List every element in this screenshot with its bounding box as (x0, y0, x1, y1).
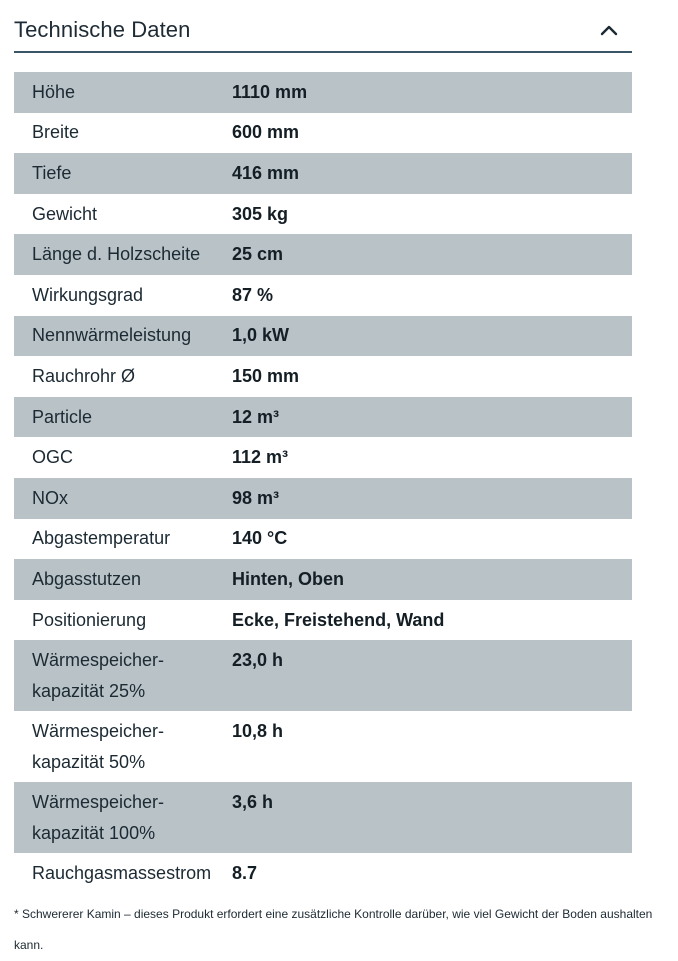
spec-table (14, 72, 632, 894)
spec-value: 1110 mm (232, 81, 308, 102)
spec-label: Wärmespeicher-kapazität 100% (32, 792, 165, 844)
spec-label: Particle (32, 406, 93, 427)
spec-label: Tiefe (32, 162, 72, 183)
spec-value: Hinten, Oben (232, 568, 344, 589)
spec-label: Abgasstutzen (32, 568, 142, 589)
spec-label: OGC (32, 447, 74, 468)
spec-value: 87 % (232, 284, 274, 305)
section-title: Technische Daten (14, 16, 191, 42)
spec-label: Nennwärmeleistung (32, 325, 192, 346)
spec-row (14, 275, 632, 316)
footnote: * Schwererer Kamin – dieses Produkt erfordert eine zusätzliche Kontrolle darüber, wie viel Gewicht der Boden aushalten kann. (14, 907, 653, 952)
spec-row (14, 194, 632, 235)
spec-label: Rauchrohr Ø (32, 365, 136, 386)
spec-label: Gewicht (32, 203, 98, 224)
spec-value: 98 m³ (232, 487, 280, 508)
spec-value: 3,6 h (232, 792, 274, 813)
spec-label: Länge d. Holzscheite (32, 244, 201, 265)
spec-label: Abgastemperatur (32, 528, 171, 549)
spec-label: Höhe (32, 81, 76, 102)
spec-value: 600 mm (232, 122, 300, 143)
chevron-up-icon[interactable] (594, 15, 624, 45)
spec-label: Positionierung (32, 609, 147, 630)
spec-label: Rauchgasmassestrom (32, 863, 212, 884)
spec-value: Ecke, Freistehend, Wand (232, 609, 445, 630)
spec-value: 23,0 h (232, 650, 284, 671)
spec-value: 112 m³ (232, 447, 289, 468)
spec-value: 150 mm (232, 365, 300, 386)
spec-label: Wärmespeicher-kapazität 50% (32, 721, 165, 773)
spec-label: NOx (32, 487, 68, 508)
section-header[interactable] (14, 0, 632, 53)
spec-label: Breite (32, 122, 80, 143)
spec-value: 10,8 h (232, 721, 284, 742)
spec-value: 8.7 (232, 863, 258, 884)
spec-row (14, 356, 632, 397)
spec-row (14, 519, 632, 560)
spec-row (14, 559, 632, 600)
spec-row (14, 437, 632, 478)
spec-row (14, 72, 632, 113)
spec-row (14, 853, 632, 894)
spec-row (14, 711, 632, 782)
spec-value: 416 mm (232, 162, 300, 183)
spec-label: Wärmespeicher-kapazität 25% (32, 650, 165, 702)
spec-value: 140 °C (232, 528, 288, 549)
spec-row (14, 153, 632, 194)
spec-row (14, 113, 632, 154)
spec-value: 25 cm (232, 244, 284, 265)
spec-row (14, 478, 632, 519)
spec-value: 305 kg (232, 203, 289, 224)
spec-row (14, 782, 632, 853)
spec-row (14, 316, 632, 357)
spec-row (14, 640, 632, 711)
spec-value: 1,0 kW (232, 325, 290, 346)
spec-row (14, 600, 632, 641)
technical-data-section (14, 0, 632, 894)
spec-value: 12 m³ (232, 406, 280, 427)
spec-row (14, 234, 632, 275)
spec-row (14, 397, 632, 438)
spec-label: Wirkungsgrad (32, 284, 144, 305)
